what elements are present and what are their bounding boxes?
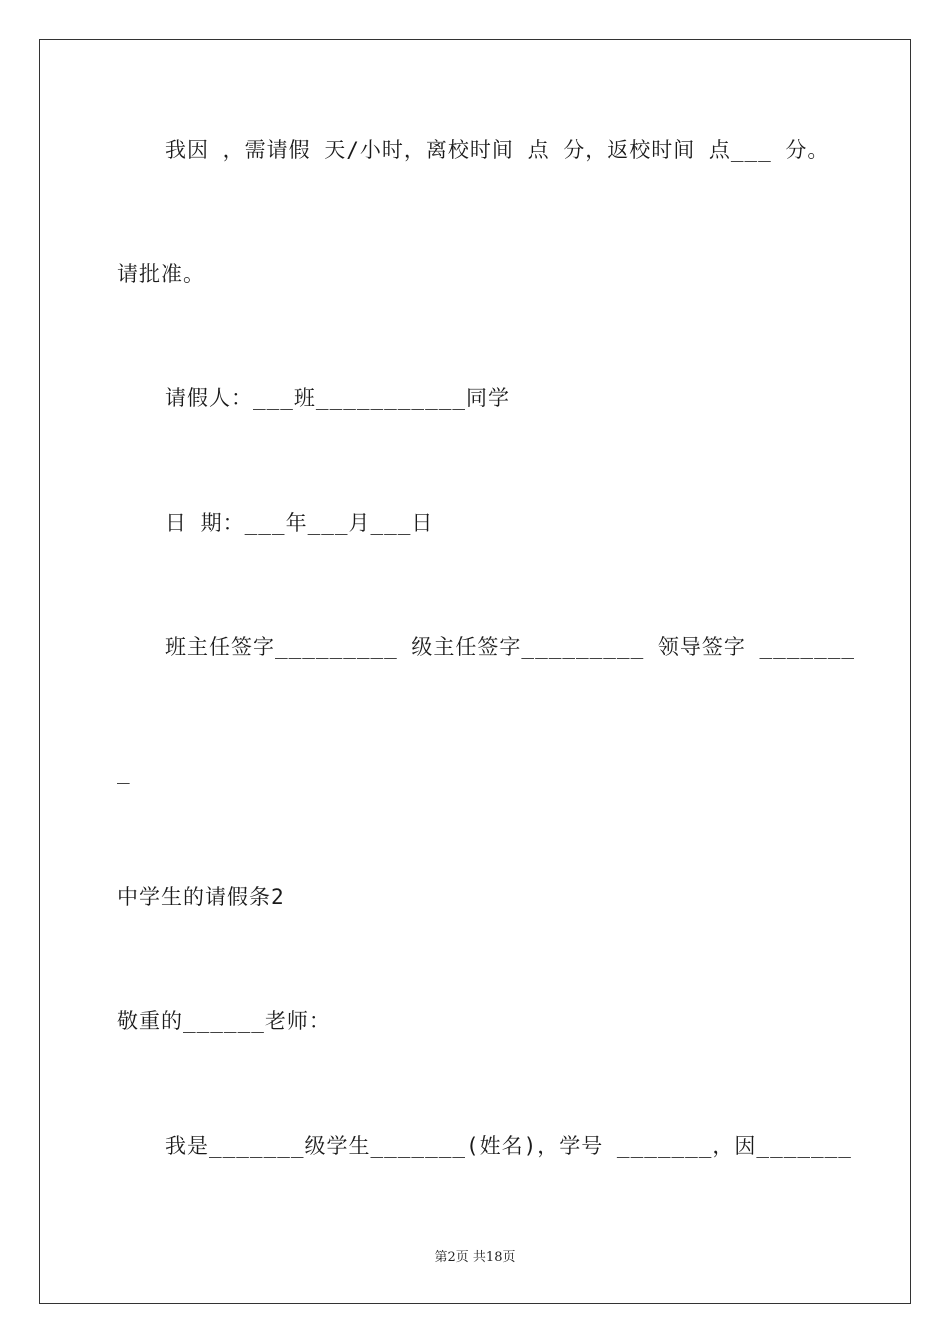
salutation-line: 敬重的______老师： [117,1009,331,1033]
page-border [39,39,911,1304]
approval-request-line: 请批准。 [117,262,205,286]
page-number-footer: 第2页 共18页 [434,1250,516,1265]
section-heading: 中学生的请假条2 [117,885,285,909]
leave-reason-line: 我因 ，需请假 天/小时，离校时间 点 分，返校时间 点___ 分。 [165,138,830,162]
student-info-line: 我是_______级学生_______(姓名)，学号 _______，因_______ [165,1134,852,1158]
signature-continuation: _ [117,760,131,784]
signature-line: 班主任签字_________ 级主任签字_________ 领导签字 _______ [165,635,856,659]
applicant-line: 请假人：___班___________同学 [165,386,511,410]
date-line: 日 期：___年___月___日 [165,511,434,535]
